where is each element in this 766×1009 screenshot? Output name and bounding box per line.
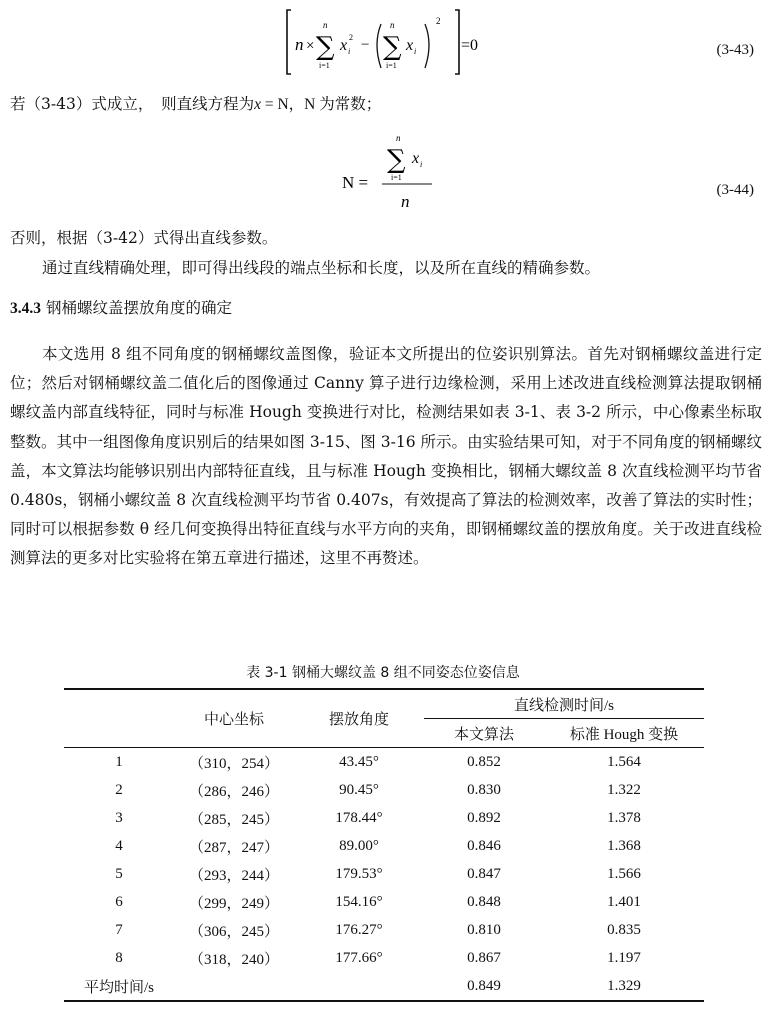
- cell-angle: 90.45°: [339, 781, 379, 798]
- cell-angle: 179.53°: [335, 865, 383, 882]
- table-row: [64, 944, 704, 972]
- cell-ours: 0.867: [467, 949, 501, 966]
- cell-id: 8: [115, 949, 123, 966]
- cell-hough: 0.835: [607, 921, 641, 938]
- svg-text:n: n: [390, 20, 395, 30]
- cell-id: 3: [115, 809, 123, 826]
- sigma-1: ∑: [316, 32, 335, 62]
- section-title: 钢桶螺纹盖摆放角度的确定: [45, 299, 232, 317]
- equation-3-44: [340, 132, 440, 218]
- equation-label-3-44: (3-44): [716, 182, 754, 198]
- header-time-group: 直线检测时间/s: [424, 689, 704, 719]
- header-ours: 本文算法: [453, 726, 514, 743]
- svg-text:n: n: [401, 192, 410, 211]
- svg-text:i: i: [420, 160, 423, 169]
- cell-id: 1: [64, 748, 174, 777]
- cell-hough: 1.197: [607, 949, 641, 966]
- cell-ours: 0.846: [467, 837, 501, 854]
- cell-id: 6: [115, 893, 123, 910]
- svg-text:i: i: [348, 47, 351, 56]
- cell-center: （310，254）: [174, 748, 294, 777]
- svg-text:i=1: i=1: [391, 173, 402, 182]
- cell-center: （286，246）: [188, 783, 279, 800]
- header-angle: 摆放角度: [294, 689, 424, 748]
- cell-ours: 0.852: [424, 748, 544, 777]
- svg-text:n: n: [323, 20, 328, 30]
- cell-angle: 177.66°: [335, 949, 383, 966]
- cell-center: （293，244）: [188, 867, 279, 884]
- cell-hough: 1.368: [607, 837, 641, 854]
- cell-hough: 1.401: [607, 893, 641, 910]
- svg-text:i=1: i=1: [386, 61, 397, 70]
- header-blank: [64, 689, 174, 748]
- cell-hough: 1.566: [607, 865, 641, 882]
- avg-ours: 0.849: [424, 972, 544, 1001]
- svg-text:i: i: [414, 47, 417, 56]
- cell-id: 4: [115, 837, 123, 854]
- table-row: [64, 804, 704, 832]
- sigma-2: ∑: [383, 32, 402, 62]
- precision-line: 通过直线精确处理，即可得出线段的端点坐标和长度，以及所在直线的精确参数。: [42, 259, 601, 277]
- condition-line: 若（3-43）式成立， 则直线方程为x = N，N 为常数；: [10, 95, 382, 113]
- avg-hough: 1.329: [544, 972, 704, 1001]
- data-table: [64, 688, 704, 1002]
- cell-ours: 0.892: [467, 809, 501, 826]
- section-heading: [10, 298, 766, 319]
- equation-label-3-43: (3-43): [716, 42, 754, 58]
- table-row: [64, 860, 704, 888]
- svg-text:−: −: [361, 37, 370, 53]
- svg-text:∑: ∑: [387, 145, 406, 175]
- svg-text:x: x: [412, 150, 420, 167]
- cell-angle: 89.00°: [339, 837, 379, 854]
- cell-center: （318，240）: [188, 951, 279, 968]
- cell-ours: 0.848: [467, 893, 501, 910]
- eq-equals-zero: =0: [461, 37, 479, 54]
- svg-text:n: n: [396, 133, 401, 143]
- table-row: [64, 748, 704, 777]
- cell-ours: 0.847: [467, 865, 501, 882]
- cell-angle: 154.16°: [335, 893, 383, 910]
- cell-id: 5: [115, 865, 123, 882]
- equation-3-43: [285, 6, 485, 78]
- cell-center: （285，245）: [188, 811, 279, 828]
- table-row: [64, 832, 704, 860]
- eq-n: n: [295, 35, 304, 54]
- svg-text:N =: N =: [342, 173, 369, 192]
- cell-hough: 1.322: [607, 781, 641, 798]
- cell-ours: 0.810: [467, 921, 501, 938]
- cell-hough: 1.378: [607, 809, 641, 826]
- svg-text:2: 2: [436, 16, 441, 26]
- cell-center: （306，245）: [188, 923, 279, 940]
- cell-angle: 176.27°: [335, 921, 383, 938]
- body-paragraph: 本文选用 8 组不同角度的钢桶螺纹盖图像，验证本文所提出的位姿识别算法。首先对钢桶螺纹盖进行定位；然后对钢桶螺纹盖二值化后的图像通过 Canny 算子进行边缘检测，采用上述改进直线检测算法提取钢桶螺纹盖内部直线特征，同时与标准 Hough 变换进行对比，检测结果如表 3-1、表 3-2 所示，中心像素坐标取整数。其中一组图像角度识别后的结果如图 3-15、图 3-16 所示。由实验结果可知，对于不同角度的钢桶螺纹盖，本文算法均能够识别出内部特征直线，且与标准 Hough 变换相比，钢桶大螺纹盖 8 次直线检测平均节省 0.480s，钢桶小螺纹盖 8 次直线检测平均节省 0.407s，有效提高了算法的检测效率，改善了算法的实时性；同时可以根据参数 θ 经几何变换得出特征直线与水平方向的夹角，即钢桶螺纹盖的摆放角度。关于改进直线检测算法的更多对比实验将在第五章进行描述，这里不再赘述。: [10, 345, 762, 568]
- table-row: [64, 776, 704, 804]
- section-number: 3.4.3: [10, 300, 41, 317]
- cell-angle: 178.44°: [335, 809, 383, 826]
- svg-text:i=1: i=1: [319, 61, 330, 70]
- else-line: 否则，根据（3-42）式得出直线参数。: [10, 229, 278, 247]
- svg-text:x: x: [340, 37, 348, 54]
- table-header-row: [64, 689, 704, 719]
- table-caption: 表 3-1 钢桶大螺纹盖 8 组不同姿态位姿信息: [246, 665, 520, 681]
- table-row: [64, 916, 704, 944]
- header-center: 中心坐标: [174, 689, 294, 748]
- svg-text:x: x: [406, 37, 414, 54]
- eq-times: ×: [306, 38, 315, 54]
- cell-ours: 0.830: [467, 781, 501, 798]
- header-hough: 标准 Hough 变换: [569, 726, 679, 743]
- cell-center: （299，249）: [188, 895, 279, 912]
- table-average-row: [64, 972, 704, 1001]
- cell-angle: 43.45°: [294, 748, 424, 777]
- avg-label: 平均时间/s: [64, 972, 174, 1001]
- cell-id: 7: [115, 921, 123, 938]
- cell-center: （287，247）: [188, 839, 279, 856]
- cell-hough: 1.564: [544, 748, 704, 777]
- svg-text:2: 2: [349, 33, 353, 42]
- cell-id: 2: [115, 781, 123, 798]
- table-row: [64, 888, 704, 916]
